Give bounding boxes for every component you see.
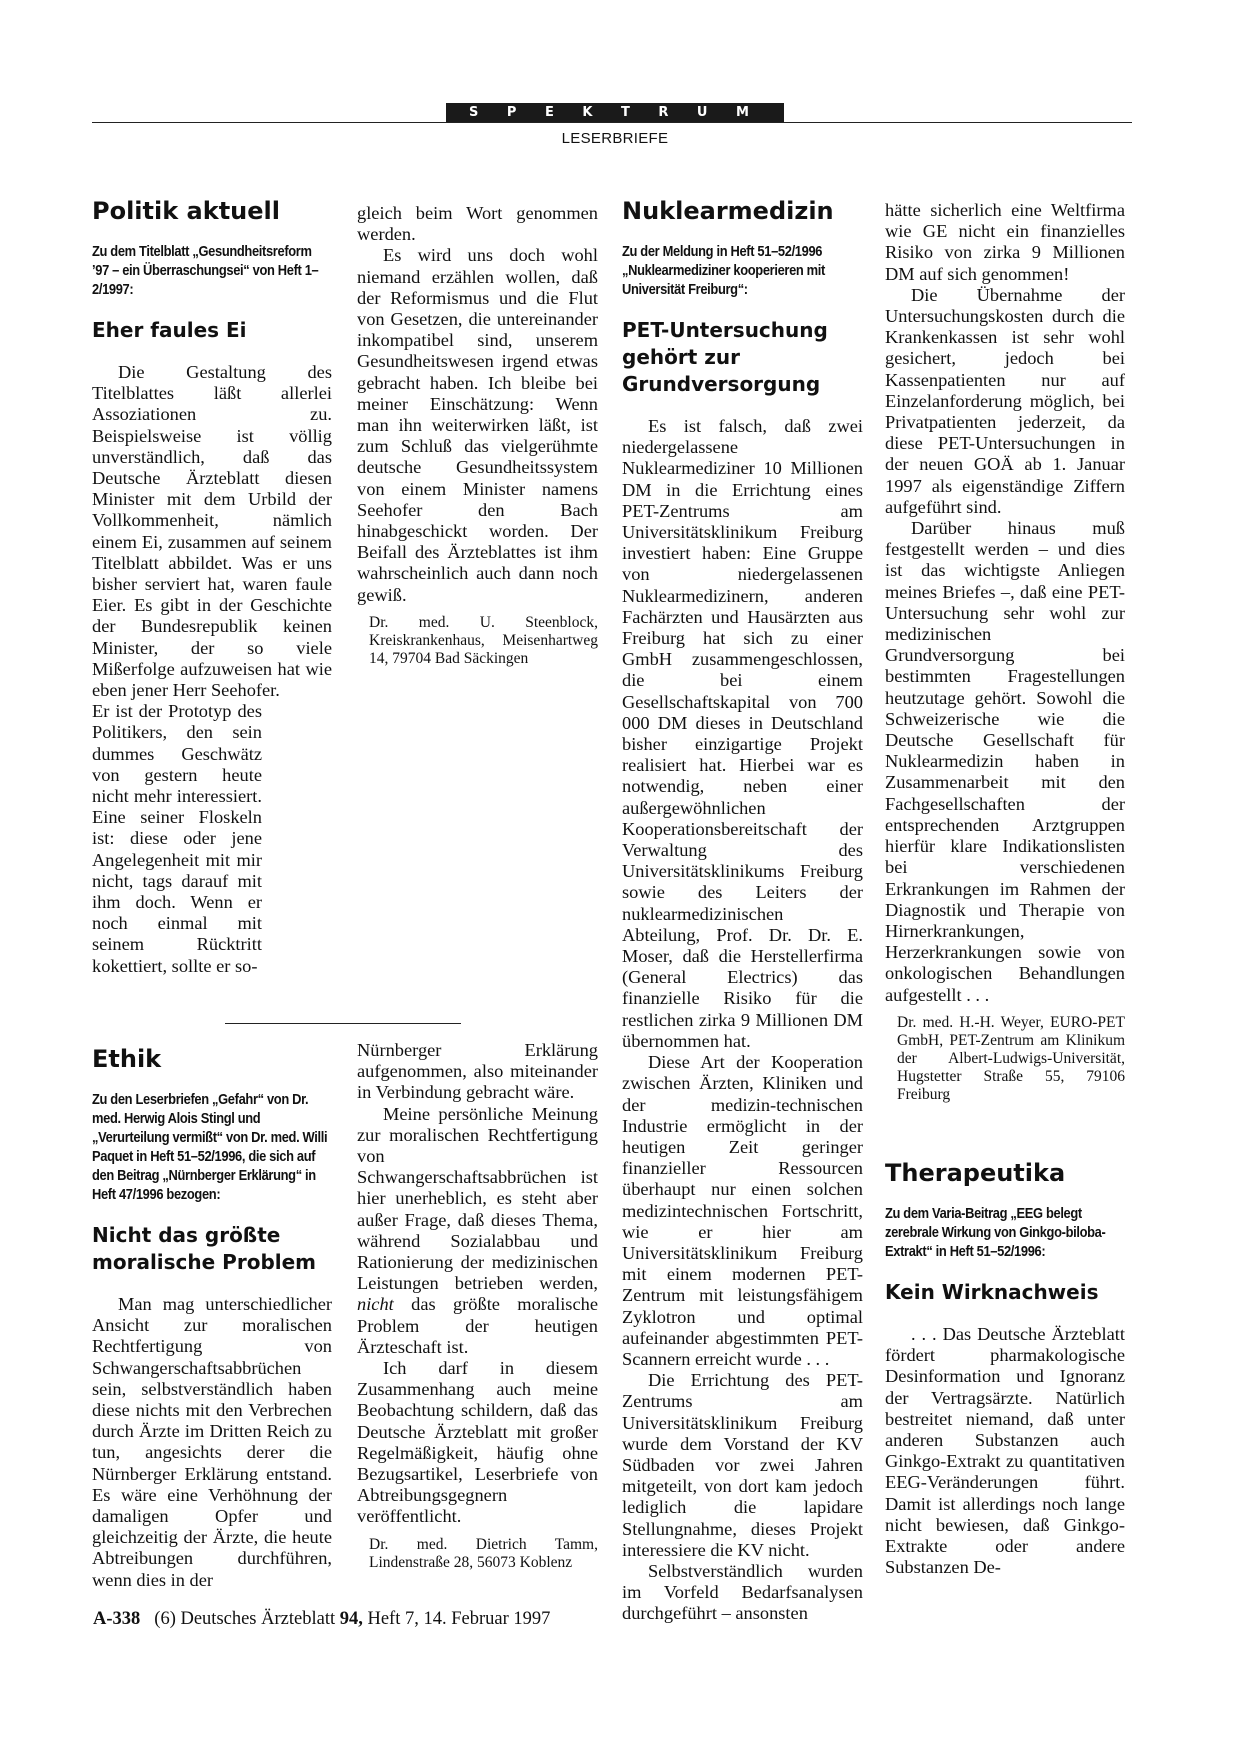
body-nuklear-2: Diese Art der Kooperation zwischen Ärzten, Kliniken und der medizin-technischen Industrie ermöglicht in der heutigen Zeit geringer finanzieller Ressourcen überhaupt nur einen solchen medizintechnischen Fortschritt, wie er hier am Universitätsklinikum Freiburg mit einem modernen PET-Zentrum mit leistungsfähigem Zyklotron und optimal aufeinander abgestimmten PET-Scannern erreicht wurde . . .	[622, 1052, 863, 1369]
footer-citation-pre: (6) Deutsches Ärzteblatt	[154, 1609, 340, 1629]
body-ethik-2b	[357, 1104, 598, 1358]
body-therapeutika-1: . . . Das Deutsche Ärzteblatt fördert pharmakologische Desinformation und Ignoranz der Vertragsärzte. Natürlich bestreitet niemand, daß unter anderen Substanzen auch Ginkgo-Extrakt zu quantitativen EEG-Veränderungen führt. Damit ist allerdings noch lange nicht bewiesen, daß Ginkgo-Extrakte oder andere Substanzen De-	[885, 1324, 1125, 1578]
body-ethik-2b-pre: Meine persönliche Meinung zur moralischen Rechtfertigung von Schwangerschaftsabbrüchen ist hier unerheblich, es steht aber außer Frage, daß dieses Thema, während Sozialabbau und Rationierung der medizinischen Leistungen betrieben werden,	[357, 1103, 598, 1294]
article-separator	[225, 1023, 461, 1024]
headline-politik: Eher faules Ei	[92, 318, 247, 342]
footer-citation-post: Heft 7, 14. Februar 1997	[362, 1609, 551, 1629]
body-politik-2a: gleich beim Wort genommen werden.	[357, 203, 598, 245]
headline-therapeutika: Kein Wirknachweis	[885, 1280, 1099, 1304]
section-banner: S P E K T R U M	[446, 103, 784, 122]
header-rule	[92, 122, 1132, 123]
body-ethik-1: Man mag unterschiedlicher Ansicht zur moralischen Rechtfertigung von Schwangerschaftsabbrüchen sein, selbstverständlich haben diese nichts mit den Verbrechen durch Ärzte im Dritten Reich zu tun, angesichts derer die Nürnberger Erklärung entstand. Es wäre eine Verhöhnung der damaligen Opfer und gleichzeitig der Ärzte, die heute Abtreibungen durchführen, wenn dies in der	[92, 1294, 332, 1590]
body-ethik-2b-emphasis: nicht	[357, 1294, 394, 1315]
politik-column-1	[92, 196, 332, 977]
body-nuklear-7: Darüber hinaus muß festgestellt werden – und dies ist das wichtigste Anliegen meines Briefes –, daß eine PET-Untersuchung sehr wohl zur medizinischen Grundversorgung bei bestimmten Fragestellungen heutzutage gehört. Sowohl die Schweizerische wie die Deutsche Gesellschaft für Nuklearmedizin haben in Zusammenarbeit mit den Fachgesellschaften der entsprechenden Arztgruppen hierfür klare Indikationslisten bei verschiedenen Erkrankungen im Rahmen der Diagnostik und Therapie von Hirnerkrankungen, Herzerkrankungen sowie von onkologischen Behandlungen aufgestellt . . .	[885, 518, 1125, 1005]
section-subtitle: LESERBRIEFE	[561, 130, 669, 147]
intro-nuklear: Zu der Meldung in Heft 51–52/1996 „Nuklearmediziner kooperieren mit Universität Freiburg“:	[622, 243, 826, 298]
ethik-column-2	[357, 1040, 598, 1572]
body-ethik-2c: Ich darf in diesem Zusammenhang auch meine Beobachtung schildern, daß das Deutsche Ärzteblatt mit großer Regelmäßigkeit, häufig ohne Bezugsartikel, Leserbriefe von Abtreibungsgegnern veröffentlicht.	[357, 1358, 598, 1527]
section-title-politik: Politik aktuell	[92, 197, 280, 225]
body-nuklear-6: Die Übernahme der Untersuchungskosten durch die Krankenkassen ist sehr wohl gesichert, jedoch bei Kassenpatienten nur auf Einzelanforderung möglich, bei Privatpatienten jederzeit, da diese PET-Untersuchungen in der neuen GOÄ ab 1. Januar 1997 als eigenständige Ziffern aufgeführt sind.	[885, 284, 1125, 517]
therapeutika-column-4	[885, 1158, 1125, 1578]
headline-ethik: Nicht das größte moralische Problem	[92, 1223, 317, 1274]
ethik-column-1	[92, 1044, 332, 1591]
body-nuklear-4: Selbstverständlich wurden im Vorfeld Bedarfsanalysen durchgeführt – ansonsten	[622, 1560, 863, 1624]
nuklear-column-3	[622, 196, 863, 1625]
headline-nuklear: PET-Untersuchung gehört zur Grundversorgung	[622, 318, 828, 396]
signature-politik: Dr. med. U. Steenblock, Kreiskrankenhaus, Meisenhartweg 14, 79704 Bad Säckingen	[369, 613, 598, 667]
intro-ethik: Zu den Leserbriefen „Gefahr“ von Dr. med. Herwig Alois Stingl und „Verurteilung vermißt“ von Dr. med. Willi Paquet in Heft 51–52/1996, die sich auf den Beitrag „Nürnberger Erklärung“ in Heft 47/1996 bezogen:	[92, 1091, 328, 1203]
body-nuklear-3: Die Errichtung des PET-Zentrums am Universitätsklinikum Freiburg wurde dem Vorstand der KV Südbaden vor zwei Jahren mitgeteilt, von dort kam jedoch lediglich die lapidare Stellungnahme, dieses Projekt interessiere die KV nicht.	[622, 1370, 863, 1560]
nuklear-column-4	[885, 200, 1125, 1104]
intro-therapeutika: Zu dem Varia-Beitrag „EEG belegt zerebrale Wirkung von Ginkgo-biloba-Extrakt“ in Heft 51–52/1996:	[885, 1205, 1106, 1260]
section-title-therapeutika: Therapeutika	[885, 1159, 1066, 1187]
footer-volume: 94,	[339, 1609, 363, 1629]
page-footer	[93, 1609, 550, 1630]
signature-nuklear: Dr. med. H.-H. Weyer, EURO-PET GmbH, PET-Zentrum am Klinikum der Albert-Ludwigs-Universität, Hugstetter Straße 55, 79106 Freiburg	[897, 1013, 1125, 1103]
signature-ethik: Dr. med. Dietrich Tamm, Lindenstraße 28, 56073 Koblenz	[369, 1535, 598, 1571]
body-ethik-2a: Nürnberger Erklärung aufgenommen, also miteinander in Verbindung gebracht wäre.	[357, 1040, 598, 1103]
body-nuklear-1: Es ist falsch, daß zwei niedergelassene Nuklearmediziner 10 Millionen DM in die Errichtung eines PET-Zentrums am Universitätsklinikum Freiburg investiert haben: Eine Gruppe von niedergelassenen Nuklearmedizinern, anderen Fachärzten und Hausärzten aus Freiburg hat sich zu einer GmbH zusammengeschlossen, die bei einem Gesellschaftskapital von 700 000 DM dieses in Deutschland bisher einzigartige Projekt realisiert hat. Hierbei war es notwendig, neben einer außergewöhnlichen Kooperationsbereitschaft der Verwaltung des Universitätsklinikums Freiburg sowie des Leiters der nuklearmedizinischen Abteilung, Prof. Dr. Dr. E. Moser, daß die Herstellerfirma (General Electrics) das finanzielle Risiko für die restlichen zirka 9 Millionen DM übernommen hat.	[622, 416, 863, 1051]
section-title-nuklear: Nuklearmedizin	[622, 197, 834, 225]
intro-politik: Zu dem Titelblatt „Gesundheitsreform ’97 – ein Überraschungsei“ von Heft 1–2/1997:	[92, 243, 319, 298]
body-politik-1: Die Gestaltung des Titelblattes läßt allerlei Assoziationen zu. Beispielsweise ist völlig unverständlich, daß das Deutsche Ärzteblatt diesen Minister mit dem Urbild der Vollkommenheit, nämlich einem Ei, zusammen auf seinem Titelblatt abbildet. Was er uns bisher serviert hat, waren faule Eier. Es gibt in der Geschichte der Bundesrepublik keinen Minister, der so viele Mißerfolge aufzuweisen hat wie eben jener Herr Seehofer.	[92, 362, 332, 701]
page-number: A-338	[93, 1609, 141, 1629]
body-nuklear-5: hätte sicherlich eine Weltfirma wie GE nicht ein finanzielles Risiko von zirka 9 Millionen DM auf sich genommen!	[885, 200, 1125, 284]
body-politik-1b: Er ist der Prototyp des Politikers, den sein dummes Geschwätz von gestern heute nicht mehr interessiert. Eine seiner Floskeln ist: diese oder jene Angelegenheit mit mir nicht, tags darauf mit ihm doch. Wenn er noch einmal mit seinem Rücktritt kokettiert, sollte er so-	[92, 701, 262, 976]
politik-column-2	[357, 203, 598, 668]
section-title-ethik: Ethik	[92, 1045, 162, 1073]
body-politik-2b: Es wird uns doch wohl niemand erzählen wollen, daß der Reformismus und die Flut von Gesetzen, die untereinander inkompatibel sind, unserem Gesundheitswesen irgend etwas gebracht haben. Ich bleibe bei meiner Einschätzung: Wenn man ihn weiterwirken läßt, ist zum Schluß das vielgerühmte deutsche Gesundheitssystem von einem Minister namens Seehofer den Bach hinabgeschickt worden. Der Beifall des Ärzteblattes ist ihm wahrscheinlich auch dann noch gewiß.	[357, 245, 598, 605]
body-ethik-2b-post: das größte moralische Problem der heutigen Ärzteschaft ist.	[357, 1294, 598, 1357]
